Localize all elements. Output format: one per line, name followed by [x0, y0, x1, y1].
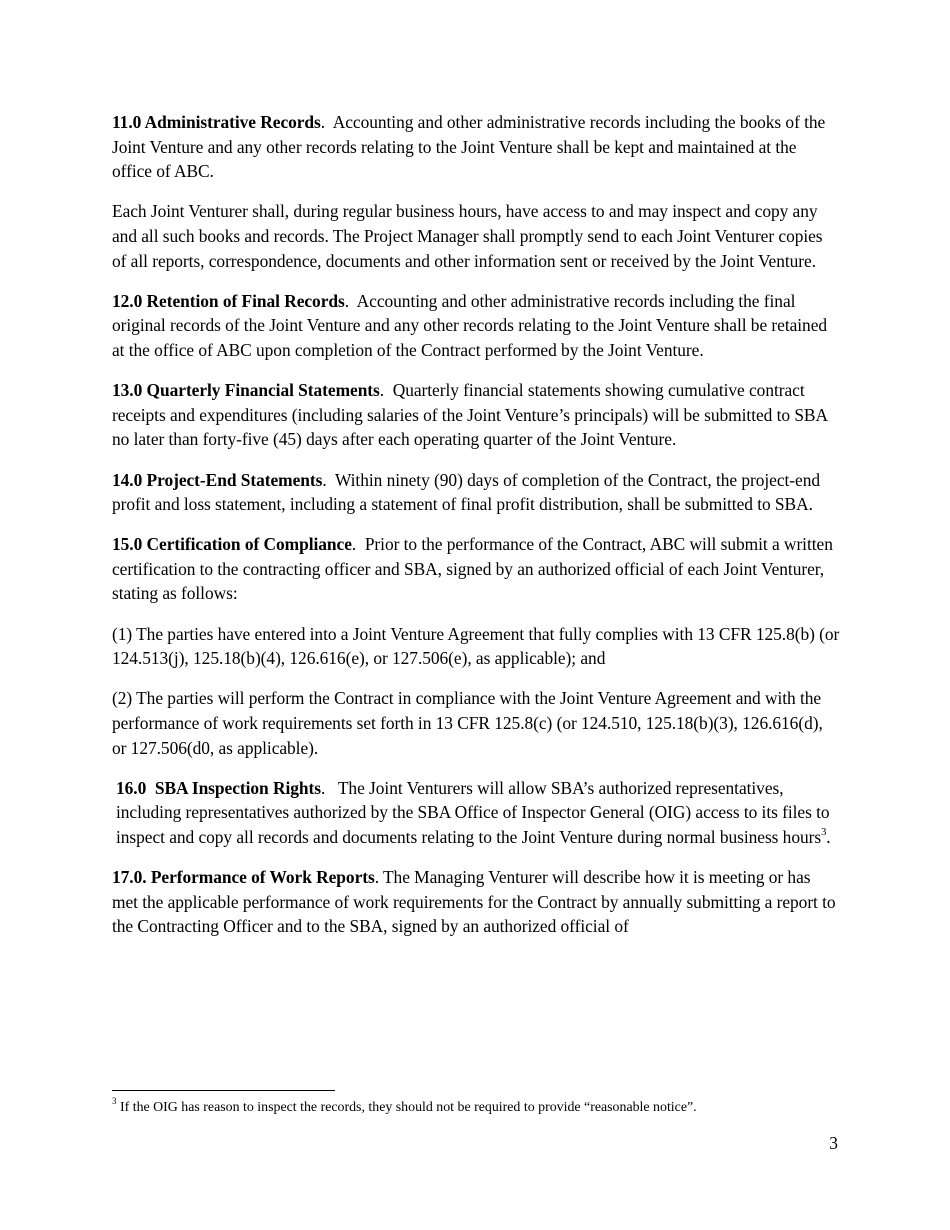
section-text-tail: .: [826, 827, 831, 847]
section-text: The Managing Venturer will describe how it is meeting or has met the applicable performance of work requirements for the Contract by annually submitting a report to the Contracting Officer and to the SBA, signed by an authorized official of: [112, 867, 836, 937]
section-text: Accounting and other administrative records including the books of the Joint Venture and any other records relating to the Joint Venture shall be kept and maintained at the office of ABC.: [112, 112, 826, 182]
section-heading: 14.0 Project-End Statements: [112, 469, 323, 490]
section-heading: 15.0 Certification of Compliance: [112, 534, 352, 555]
heading-separator: .: [322, 469, 335, 490]
section-text: The Joint Venturers will allow SBA’s authorized representatives, including representatives authorized by the SBA Office of Inspector General (OIG) access to its files to inspect and copy all records and documents relating to the Joint Venture during normal business hours: [116, 777, 830, 847]
section-11-administrative-records: [112, 110, 840, 184]
section-11-access-paragraph: [112, 199, 840, 273]
section-text: Quarterly financial statements showing cumulative contract receipts and expenditures (including salaries of the Joint Venture’s principals) will be submitted to SBA no later than forty-five (45) days after each operating quarter of the Joint Venture.: [112, 380, 828, 450]
document-body: [112, 110, 840, 955]
section-text: Prior to the performance of the Contract, ABC will submit a written certification to the contracting officer and SBA, signed by an authorized official of each Joint Venturer, stating as follows:: [112, 534, 833, 604]
footnote-text: If the OIG has reason to inspect the records, they should not be required to provide “reasonable notice”.: [119, 1100, 697, 1115]
section-17-performance-of-work-reports: [112, 865, 840, 939]
section-text: Accounting and other administrative records including the final original records of the Joint Venture and any other records relating to the Joint Venture shall be retained at the office of ABC upon completion of the Contract performed by the Joint Venture.: [112, 290, 828, 360]
section-heading: 11.0 Administrative Records: [112, 112, 321, 132]
section-13-quarterly-financial-statements: [112, 378, 840, 452]
heading-separator: .: [351, 534, 365, 555]
section-heading: 13.0 Quarterly Financial Statements: [112, 380, 380, 401]
heading-separator: .: [344, 290, 357, 311]
certification-item-1: [112, 622, 840, 671]
section-12-retention-of-final-records: [112, 289, 840, 363]
section-15-certification-of-compliance: [112, 532, 840, 606]
paragraph-text: Each Joint Venturer shall, during regular business hours, have access to and may inspect and copy any and all such books and records. The Project Manager shall promptly send to each Joint Venturer copies of all reports, correspondence, documents and other information sent or received by the Joint Venture.: [112, 201, 823, 271]
heading-separator: .: [320, 777, 338, 798]
footnote-number: 3: [112, 1096, 117, 1107]
footnote-reference[interactable]: 3: [821, 827, 827, 839]
list-item-text: (2) The parties will perform the Contract in compliance with the Joint Venture Agreement and with the performance of work requirements set forth in 13 CFR 125.8(c) (or 124.510, 125.18(b)(3), 126.616(d), or 127.506(d0, as applicable).: [112, 688, 823, 758]
footnote-separator: [112, 1090, 335, 1091]
list-item-text: (1) The parties have entered into a Joint Venture Agreement that fully complies with 13 CFR 125.8(b) (or 124.513(j), 125.18(b)(4), 126.616(e), or 127.506(e), as applicable); and: [112, 623, 840, 669]
footnote: [112, 1096, 840, 1117]
section-text: Within ninety (90) days of completion of the Contract, the project-end profit and loss statement, including a statement of final profit distribution, shall be submitted to SBA.: [112, 469, 820, 515]
section-14-project-end-statements: [112, 468, 840, 517]
section-heading: 16.0 SBA Inspection Rights: [116, 777, 321, 798]
section-16-sba-inspection-rights: [112, 776, 840, 850]
heading-separator: .: [320, 112, 333, 132]
certification-item-2: [112, 686, 840, 760]
heading-separator: .: [379, 380, 393, 401]
section-heading: 17.0. Performance of Work Reports: [112, 867, 375, 888]
heading-separator: .: [374, 867, 383, 888]
page-number: 3: [829, 1133, 838, 1153]
section-heading: 12.0 Retention of Final Records: [112, 290, 345, 311]
